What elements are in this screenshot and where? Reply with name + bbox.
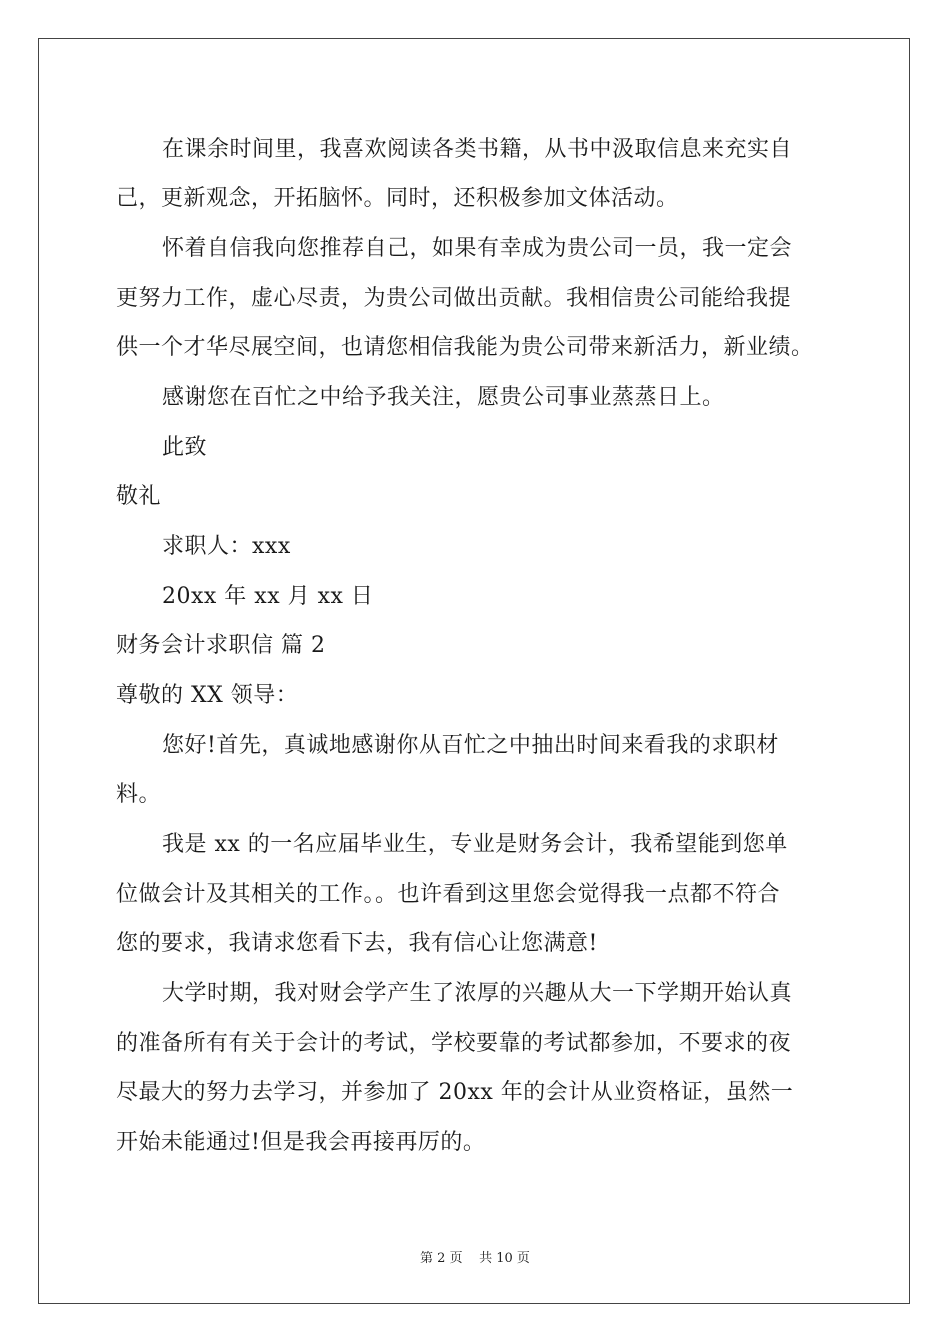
closing-salutation: 此致 — [162, 435, 208, 460]
page-footer — [0, 1247, 950, 1266]
paragraph-line: 更努力工作，虚心尽责，为贵公司做出贡献。我相信贵公司能给我提 — [116, 286, 792, 311]
paragraph-line: 己，更新观念，开拓脑怀。同时，还积极参加文体活动。 — [116, 186, 679, 211]
closing-regards: 敬礼 — [116, 484, 162, 509]
paragraph-line: 我是 xx 的一名应届毕业生，专业是财务会计，我希望能到您单 — [162, 832, 788, 857]
page-border — [38, 38, 910, 1304]
page-number: 第 2 页 — [420, 1251, 463, 1266]
paragraph-line: 供一个才华尽展空间，也请您相信我能为贵公司带来新活力，新业绩。 — [116, 335, 814, 360]
paragraph-line: 在课余时间里，我喜欢阅读各类书籍，从书中汲取信息来充实自 — [162, 137, 793, 162]
paragraph-line: 大学时期，我对财会学产生了浓厚的兴趣从大一下学期开始认真 — [162, 981, 793, 1006]
paragraph-line: 位做会计及其相关的工作。。也许看到这里您会觉得我一点都不符合 — [116, 882, 781, 907]
greeting: 尊敬的 XX 领导： — [116, 683, 299, 708]
section-title: 财务会计求职信 篇 2 — [116, 633, 326, 658]
paragraph-line: 料。 — [116, 782, 162, 807]
paragraph-line: 怀着自信我向您推荐自己，如果有幸成为贵公司一员，我一定会 — [162, 236, 793, 261]
paragraph-line: 您的要求，我请求您看下去，我有信心让您满意! — [116, 931, 598, 956]
paragraph-line: 的准备所有有关于会计的考试，学校要靠的考试都参加，不要求的夜 — [116, 1031, 792, 1056]
paragraph-line: 尽最大的努力去学习，并参加了 20xx 年的会计从业资格证，虽然一 — [116, 1080, 794, 1105]
paragraph-line: 开始未能通过!但是我会再接再厉的。 — [116, 1130, 486, 1155]
letter-date: 20xx 年 xx 月 xx 日 — [162, 584, 374, 609]
page-total: 共 10 页 — [479, 1251, 530, 1266]
applicant-signature: 求职人：xxx — [162, 534, 291, 559]
paragraph-line: 感谢您在百忙之中给予我关注，愿贵公司事业蒸蒸日上。 — [162, 385, 725, 410]
paragraph-line: 您好!首先，真诚地感谢你从百忙之中抽出时间来看我的求职材 — [162, 733, 779, 758]
